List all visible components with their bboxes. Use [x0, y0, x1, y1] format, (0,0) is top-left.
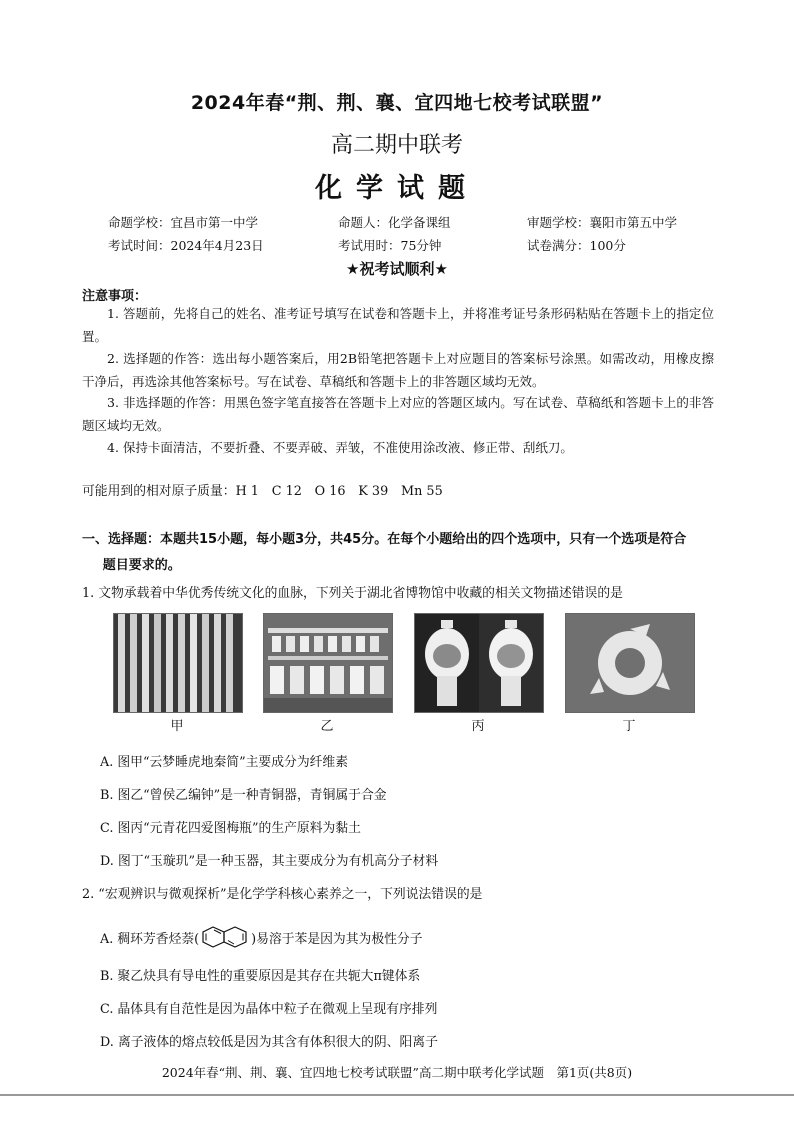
bottom-divider — [0, 1094, 794, 1096]
q2-option-d: D. 离子液体的熔点较低是因为其含有体积很大的阴、阳离子 — [100, 1035, 438, 1050]
atomic-masses: 可能用到的相对原子质量：H 1 C 12 O 16 K 39 Mn 55 — [82, 484, 443, 499]
q2-option-a-suffix: )易溶于苯是因为其为极性分子 — [251, 931, 423, 947]
bamboo-slips-drawing — [114, 614, 242, 712]
jade-xuanji-image — [565, 613, 695, 713]
exam-subtitle: 高二期中联考 — [330, 133, 463, 158]
exam-header-title: 2024年春“荆、荆、襄、宜四地七校考试联盟” — [190, 92, 604, 114]
caption-yi: 乙 — [320, 719, 334, 734]
meta-duration: 考试用时：75分钟 — [338, 238, 442, 253]
q2-option-b: B. 聚乙炔具有导电性的重要原因是其存在共轭大π键体系 — [100, 969, 421, 984]
meta-school: 命题学校：宜昌市第一中学 — [108, 215, 259, 230]
meta-reviewer: 审题学校：襄阳市第五中学 — [527, 215, 678, 230]
notice-item-4: 4. 保持卡面清洁，不要折叠、不要弄破、弄皱，不准使用涂改液、修正带、刮纸刀。 — [107, 440, 573, 455]
q1-option-b: B. 图乙“曾侯乙编钟”是一种青铜器，青铜属于合金 — [100, 788, 387, 803]
q2-option-a-prefix: A. 稠环芳香烃萘( — [100, 931, 200, 947]
notice-item-3: 3. 非选择题的作答：用黑色签字笔直接答在答题卡上对应的答题区域内。写在试卷、草稿纸和答题卡上的非答题区域均无效。 — [82, 395, 714, 433]
jade-xuanji-drawing — [566, 614, 694, 712]
q1-option-c: C. 图丙“元青花四爱图梅瓶”的生产原料为黏土 — [100, 821, 361, 836]
exam-title: 化学试题 — [315, 173, 479, 204]
q2-option-c: C. 晶体具有自范性是因为晶体中粒子在微观上呈现有序排列 — [100, 1002, 438, 1017]
section-1-line-2: 题目要求的。 — [102, 558, 181, 573]
q1-option-d: D. 图丁“玉璇玑”是一种玉器，其主要成分为有机高分子材料 — [100, 854, 439, 869]
question-1-stem: 1. 文物承载着中华优秀传统文化的血脉，下列关于湖北省博物馆中收藏的相关文物描述错误的是 — [82, 586, 623, 601]
section-1-line-1: 一、选择题：本题共15小题，每小题3分，共45分。在每个小题给出的四个选项中，只有一个选项是符合 — [82, 532, 687, 547]
page-footer: 2024年春“荆、荆、襄、宜四地七校考试联盟”高二期中联考化学试题 第1页(共8页) — [161, 1065, 633, 1080]
meta-score: 试卷满分：100分 — [527, 238, 626, 253]
bamboo-slips-image — [113, 613, 243, 713]
bronze-bells-drawing — [264, 614, 392, 712]
meiping-vase-image — [414, 613, 544, 713]
caption-bing: 丙 — [471, 719, 485, 734]
question-2-stem: 2. “宏观辨识与微观探析”是化学学科核心素养之一，下列说法错误的是 — [82, 887, 483, 902]
notice-item-2: 2. 选择题的作答：选出每小题答案后，用2B铅笔把答题卡上对应题目的答案标号涂黑。如需改动，用橡皮擦干净后，再选涂其他答案标号。写在试卷、草稿纸和答题卡上的非答题区域均无效。 — [82, 351, 714, 389]
q1-option-a: A. 图甲“云梦睡虎地秦简”主要成分为纤维素 — [100, 755, 349, 770]
naphthalene-structure-icon — [202, 924, 248, 950]
caption-ding: 丁 — [622, 719, 636, 734]
section-1-instructions — [82, 527, 714, 579]
notice-heading: 注意事项： — [82, 289, 148, 304]
meiping-vase-drawing — [415, 614, 543, 712]
meta-date: 考试时间：2024年4月23日 — [108, 238, 264, 253]
caption-jia: 甲 — [170, 719, 184, 734]
bronze-bells-image — [263, 613, 393, 713]
q2-option-a — [100, 924, 423, 950]
notice-item-1: 1. 答题前，先将自己的姓名、准考证号填写在试卷和答题卡上，并将准考证号条形码粘贴在答题卡上的指定位置。 — [82, 306, 714, 344]
meta-author: 命题人：化学备课组 — [338, 215, 451, 230]
blessing: ★祝考试顺利★ — [346, 260, 448, 278]
